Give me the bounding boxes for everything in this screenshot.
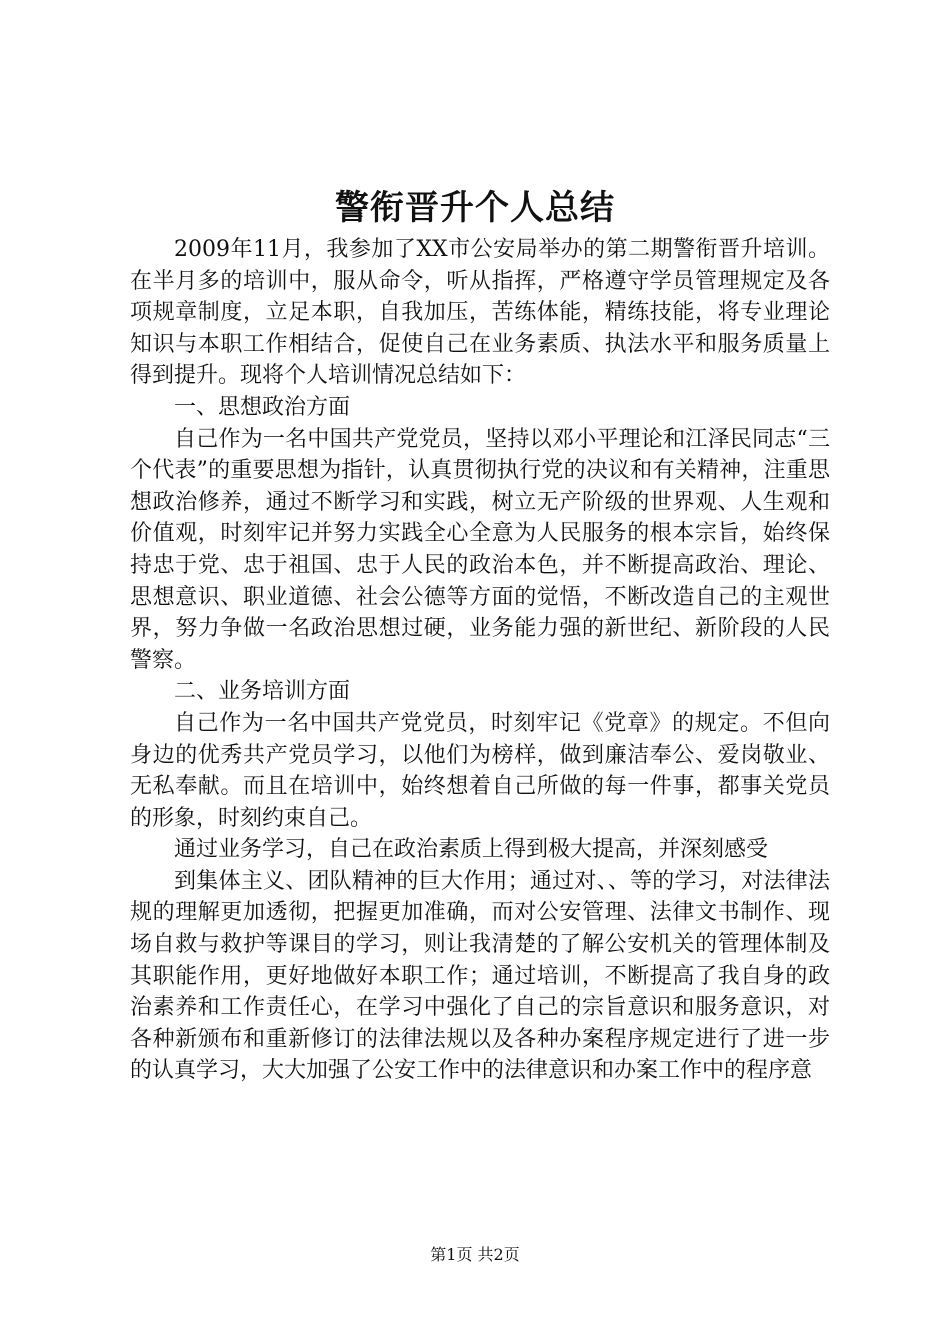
section-heading-politics: 一、思想政治方面 <box>174 394 351 420</box>
paragraph-study: 通过业务学习，自己在政治素质上得到极大提高，并深刻感受 <box>174 837 769 863</box>
paragraph-training: 自己作为一名中国共产党党员，时刻牢记《党章》的规定。不但向身边的优秀共产党员学习，以他们为榜样，做到廉洁奉公、爱岗敬业、无私奉献。而且在培训中，始终想着自己所做的每一件事，都事关党员的形象，时刻约束自己。 <box>130 710 830 831</box>
paragraph-intro: 2009年11月，我参加了XX市公安局举办的第二期警衔晋升培训。在半月多的培训中，服从命令，听从指挥，严格遵守学员管理规定及各项规章制度，立足本职，自我加压，苦练体能，精练技能，将专业理论知识与本职工作相结合，促使自己在业务素质、执法水平和服务质量上得到提升。现将个人培训情况总结如下： <box>130 237 830 389</box>
paragraph-politics: 自己作为一名中国共产党党员，坚持以邓小平理论和江泽民同志“三个代表”的重要思想为指针，认真贯彻执行党的决议和有关精神，注重思想政治修养，通过不断学习和实践，树立无产阶级的世界观、人生观和价值观，时刻牢记并努力实践全心全意为人民服务的根本宗旨，始终保持忠于党、忠于祖国、忠于人民的政治本色，并不断提高政治、理论、思想意识、职业道德、社会公德等方面的觉悟，不断改造自己的主观世界，努力争做一名政治思想过硬，业务能力强的新世纪、新阶段的人民警察。 <box>130 426 830 673</box>
section-heading-training: 二、业务培训方面 <box>174 679 351 705</box>
paragraph-study-continued: 到集体主义、团队精神的巨大作用；通过对、、等的学习，对法律法规的理解更加透彻，把握更加准确，而对公安管理、法律文书制作、现场自救与救护等课目的学习，则让我清楚的了解公安机关的管理体制及其职能作用，更好地做好本职工作；通过培训，不断提高了我自身的政治素养和工作责任心，在学习中强化了自己的宗旨意识和服务意识，对各种新颁布和重新修订的法律法规以及各种办案程序规定进行了进一步的认真学习，大大加强了公安工作中的法律意识和办案工作中的程序意 <box>130 868 830 1084</box>
page-number-footer: 第1页 共2页 <box>430 1245 520 1264</box>
document-body <box>130 234 830 1087</box>
document-title: 警衔晋升个人总结 <box>335 188 615 228</box>
